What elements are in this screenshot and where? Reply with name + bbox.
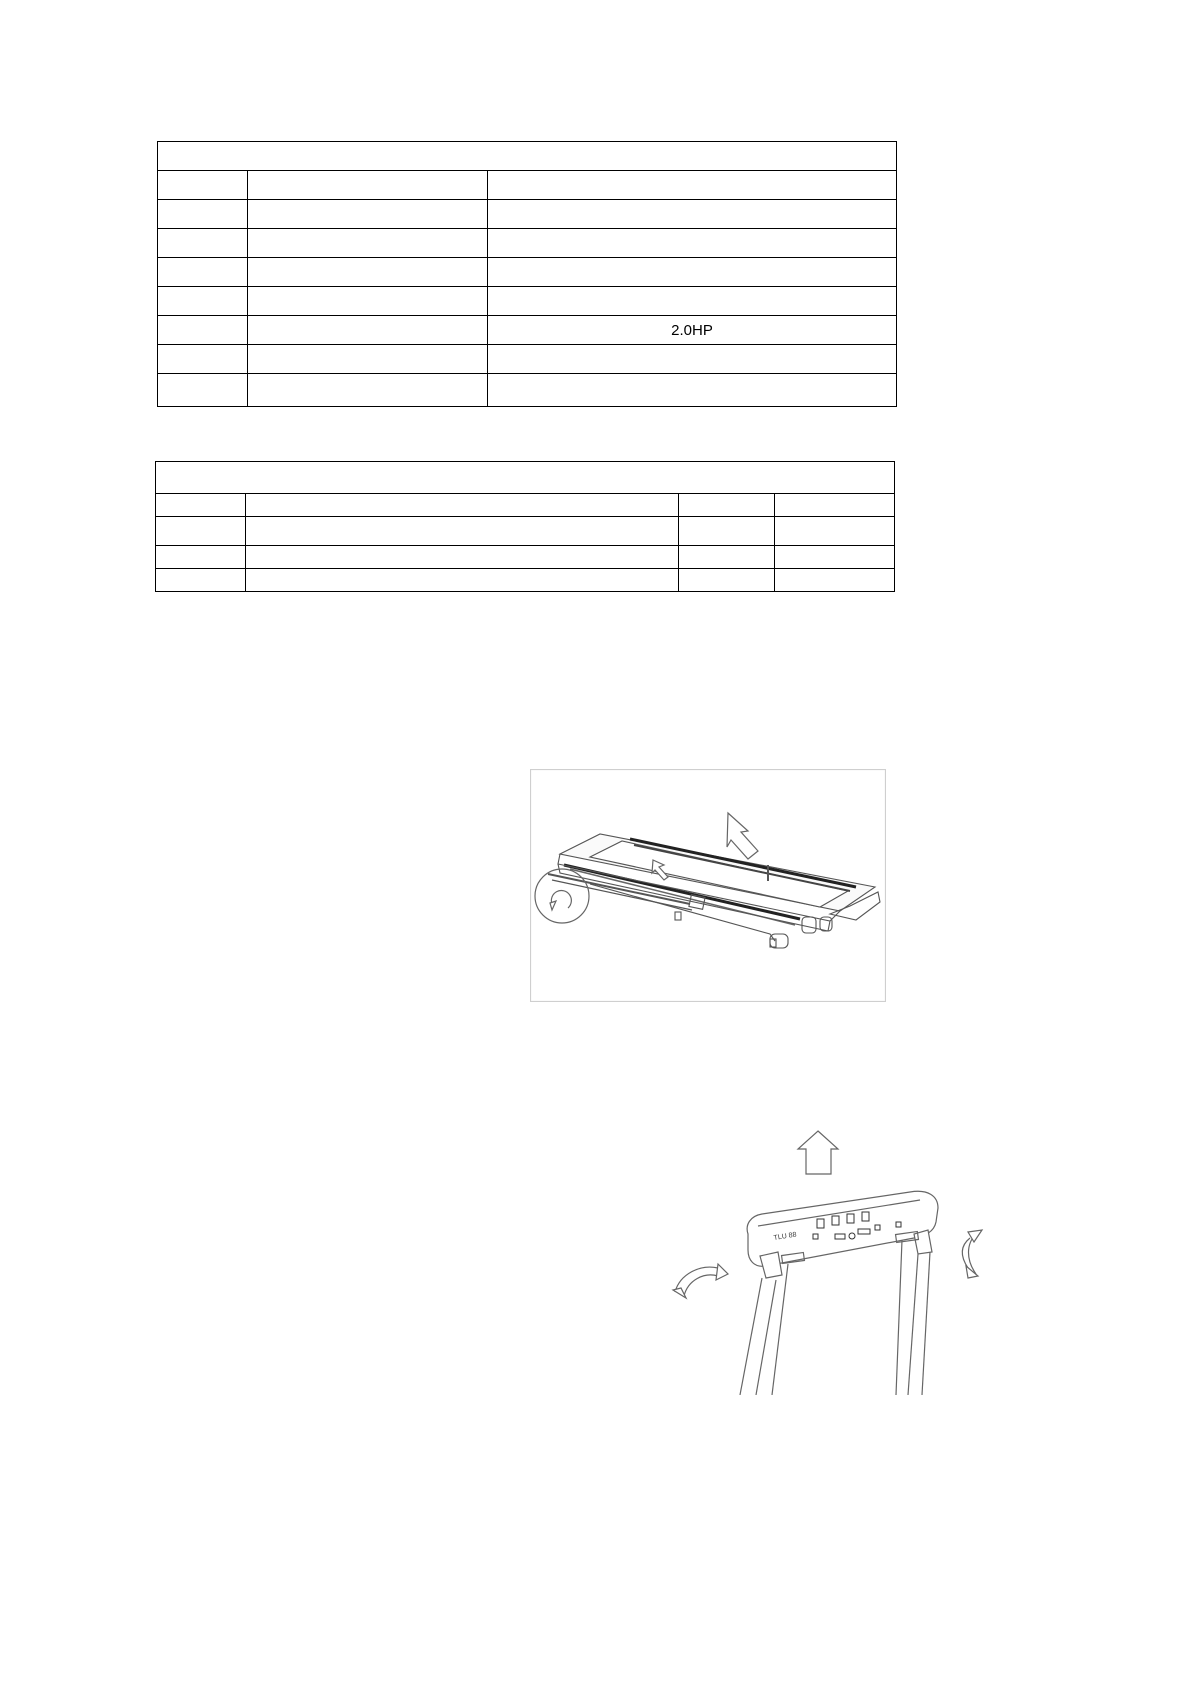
table-row — [158, 374, 897, 407]
table-cell — [679, 569, 775, 592]
table-cell — [246, 517, 679, 546]
table-cell — [775, 494, 895, 517]
table-cell — [158, 200, 248, 229]
table-cell — [248, 171, 488, 200]
table-cell — [158, 287, 248, 316]
treadmill-unfold-figure — [530, 769, 886, 1002]
table-cell — [775, 546, 895, 569]
table-cell — [679, 517, 775, 546]
table-cell — [488, 171, 897, 200]
table-row — [158, 316, 897, 345]
table-cell — [679, 546, 775, 569]
spec-table-title-cell — [158, 142, 897, 171]
table-row — [158, 229, 897, 258]
rotate-left-icon — [673, 1264, 728, 1298]
table-row — [158, 200, 897, 229]
table-cell — [246, 546, 679, 569]
handlebar-drawing — [740, 1191, 938, 1395]
table-cell — [488, 287, 897, 316]
table-cell — [156, 494, 246, 517]
table-cell — [158, 258, 248, 287]
table-cell — [158, 171, 248, 200]
handlebar-raise-figure — [670, 1130, 990, 1395]
table-cell — [248, 229, 488, 258]
table-row — [158, 287, 897, 316]
table-cell — [156, 569, 246, 592]
table-row — [158, 258, 897, 287]
table-row — [156, 546, 895, 569]
parts-table-title-cell — [156, 462, 895, 494]
table-cell — [488, 229, 897, 258]
table-cell — [158, 316, 248, 345]
table-cell — [248, 345, 488, 374]
table-cell — [158, 229, 248, 258]
table-row — [158, 171, 897, 200]
table-cell — [488, 374, 897, 407]
table-cell — [775, 517, 895, 546]
table-cell — [156, 517, 246, 546]
table-cell — [679, 494, 775, 517]
table-cell — [248, 316, 488, 345]
table-cell — [248, 287, 488, 316]
table-row — [156, 494, 895, 517]
table-row — [156, 569, 895, 592]
table-row — [156, 517, 895, 546]
spec-table — [157, 141, 897, 407]
parts-table — [155, 461, 895, 592]
up-arrow-icon — [798, 1131, 838, 1174]
console-label: TLU 88 — [773, 1231, 797, 1242]
table-cell — [246, 494, 679, 517]
table-cell — [488, 258, 897, 287]
spec-table-title-row — [158, 142, 897, 171]
table-row — [158, 345, 897, 374]
table-cell — [775, 569, 895, 592]
table-cell — [158, 374, 248, 407]
table-cell — [248, 374, 488, 407]
table-cell — [248, 200, 488, 229]
table-cell — [158, 345, 248, 374]
table-cell — [248, 258, 488, 287]
table-cell — [156, 546, 246, 569]
table-cell — [246, 569, 679, 592]
parts-table-title-row — [156, 462, 895, 494]
rotate-right-icon — [962, 1230, 982, 1278]
table-cell — [488, 200, 897, 229]
table-cell — [488, 345, 897, 374]
motor-power-value: 2.0HP — [488, 316, 897, 345]
